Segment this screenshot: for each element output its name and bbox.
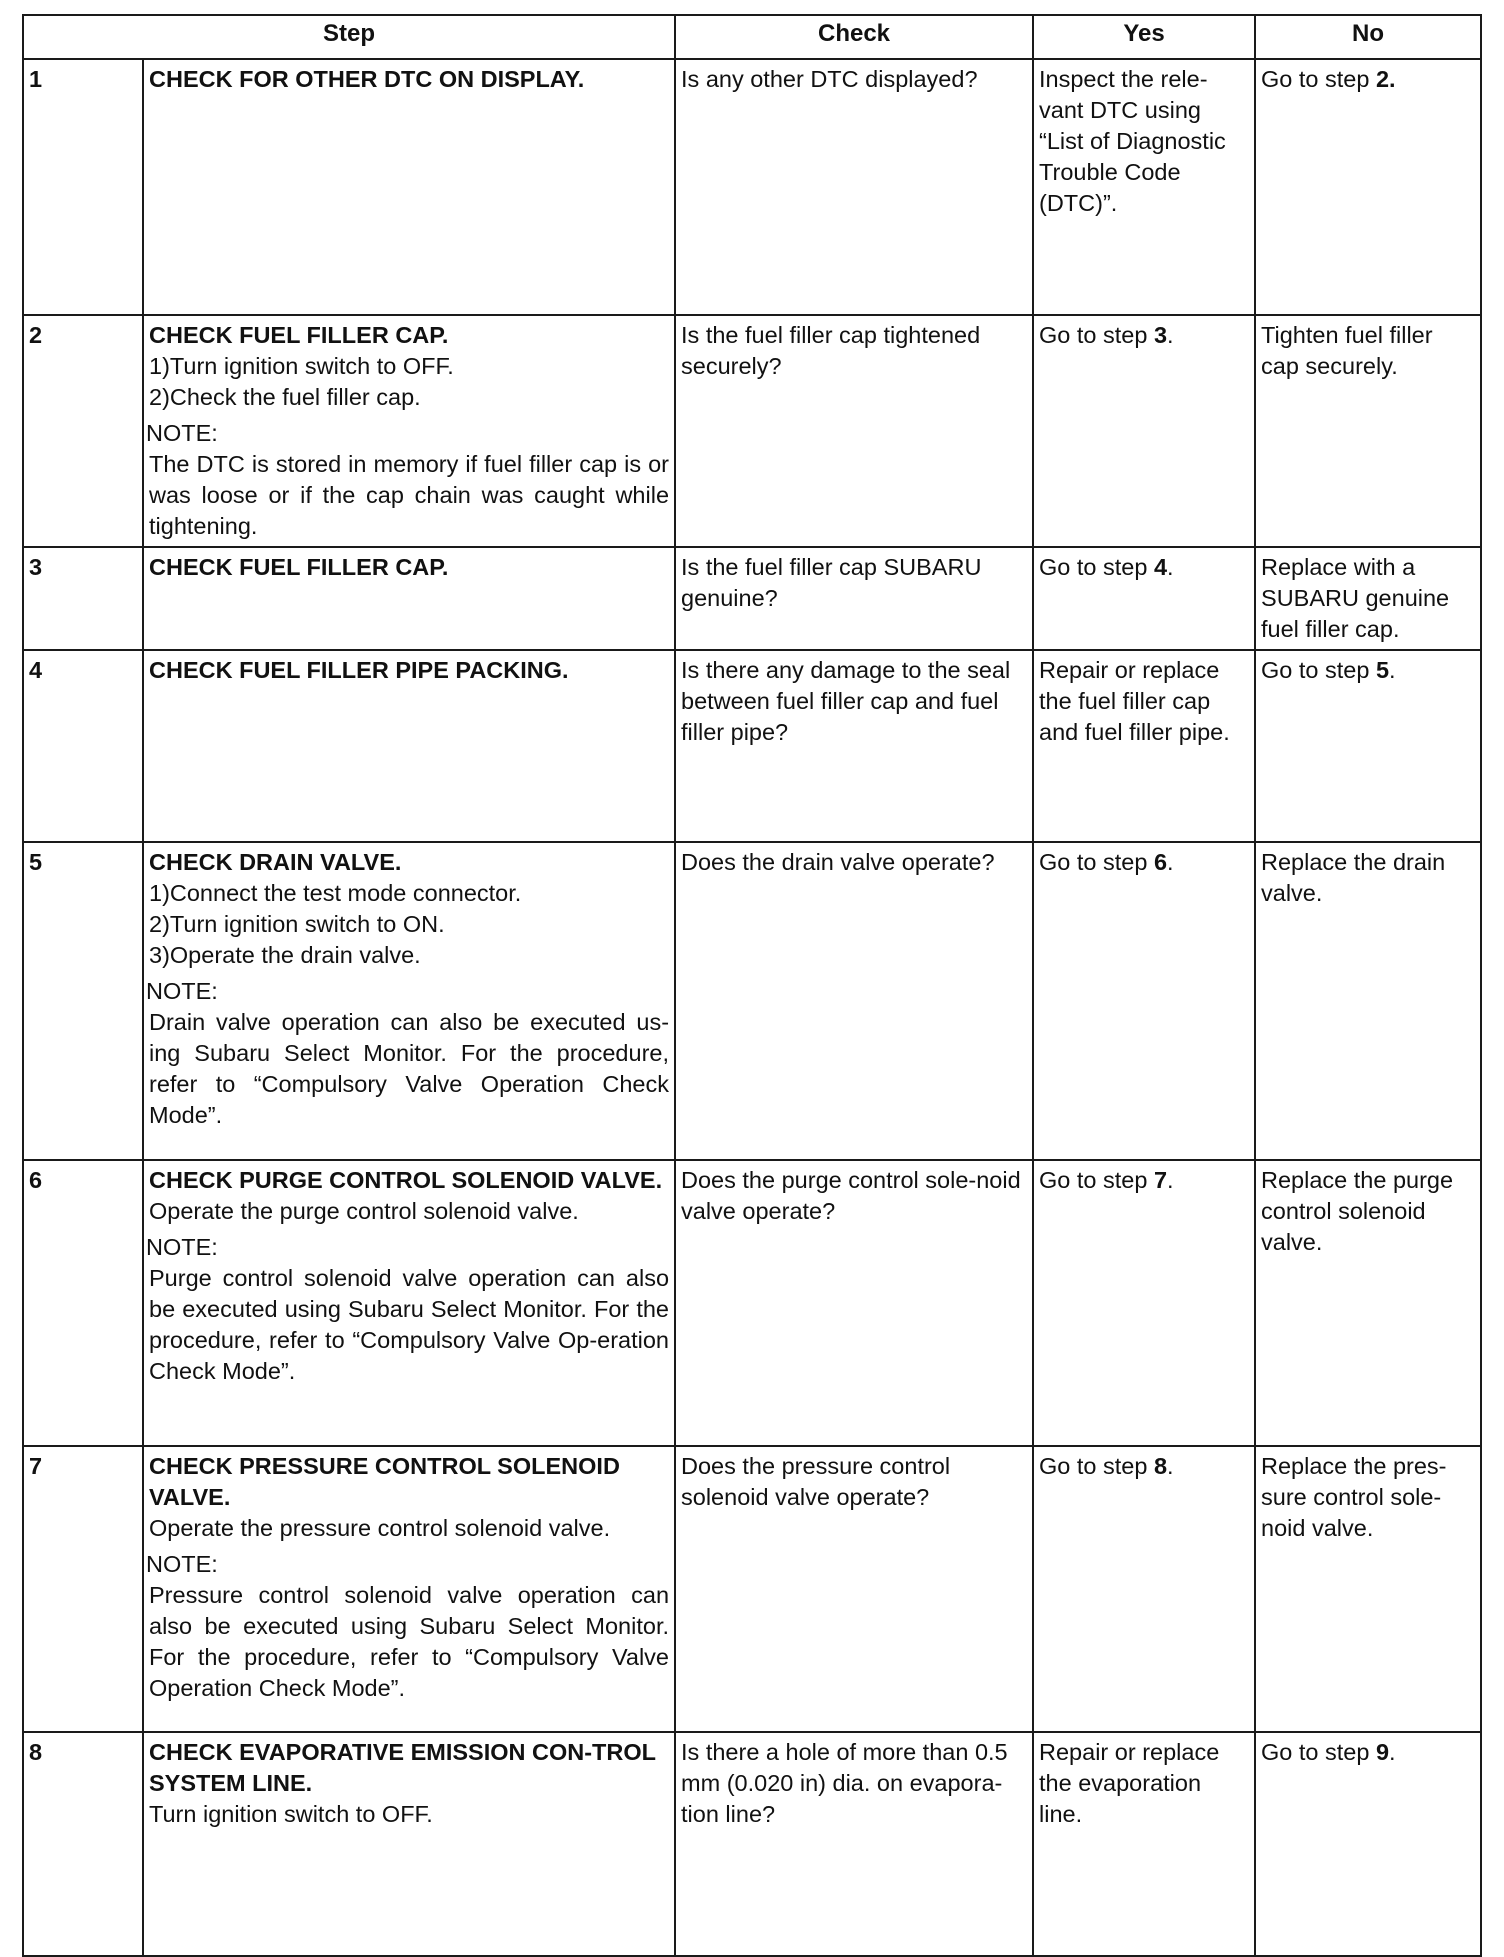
step-title: CHECK FOR OTHER DTC ON DISPLAY. <box>149 66 585 92</box>
yes-text: Go to step <box>1039 1453 1154 1479</box>
no-cell <box>1255 59 1481 315</box>
note-text: Pressure control solenoid valve operation can also be executed using Subaru Select Monitor. For the procedure, refer to “Compulsory Valve Operation Check Mode”. <box>149 1582 670 1701</box>
no-end: . <box>1389 1739 1396 1765</box>
yes-step-ref: 8 <box>1153 1453 1168 1479</box>
step-cell <box>143 1160 675 1446</box>
step-number: 4 <box>23 650 143 842</box>
check-cell: Is the fuel filler cap SUBARU genuine? <box>675 547 1033 650</box>
table-row-6 <box>23 1160 1481 1446</box>
yes-step-ref: 7 <box>1153 1167 1168 1193</box>
yes-step-ref: 6 <box>1153 849 1168 875</box>
instruction-line: 3)Operate the drain valve. <box>149 942 421 968</box>
yes-step-ref: 4 <box>1153 554 1168 580</box>
note-label: NOTE: <box>146 1551 218 1577</box>
step-title: CHECK DRAIN VALVE. <box>149 849 402 875</box>
table-row-8 <box>23 1732 1481 1956</box>
table-row-3 <box>23 547 1481 650</box>
header-yes: Yes <box>1033 15 1255 59</box>
check-cell: Does the pressure control solenoid valve operate? <box>675 1446 1033 1732</box>
check-cell: Is there any damage to the seal between fuel filler cap and fuel filler pipe? <box>675 650 1033 842</box>
no-step-ref: 5 <box>1375 657 1390 683</box>
diagnostic-table <box>22 14 1482 1957</box>
yes-text: Repair or replace the evaporation line. <box>1039 1739 1220 1827</box>
yes-end: . <box>1167 1167 1174 1193</box>
check-cell: Does the drain valve operate? <box>675 842 1033 1160</box>
note-text: Drain valve operation can also be executed us-ing Subaru Select Monitor. For the procedure, refer to “Compulsory Valve Operation Check Mode”. <box>149 1009 670 1128</box>
step-cell <box>143 650 675 842</box>
table-row-5 <box>23 842 1481 1160</box>
step-number: 6 <box>23 1160 143 1446</box>
check-cell: Is any other DTC displayed? <box>675 59 1033 315</box>
header-no: No <box>1255 15 1481 59</box>
no-step-ref: 9 <box>1375 1739 1390 1765</box>
instruction-line: 1)Turn ignition switch to OFF. <box>149 353 454 379</box>
step-number: 7 <box>23 1446 143 1732</box>
instruction-line: 1)Connect the test mode connector. <box>149 880 522 906</box>
step-cell <box>143 59 675 315</box>
yes-text: Inspect the rele-vant DTC using “List of Diagnostic Trouble Code (DTC)”. <box>1039 66 1226 216</box>
no-text: Go to step <box>1261 657 1376 683</box>
note-text: The DTC is stored in memory if fuel filler cap is or was loose or if the cap chain was caught while tightening. <box>149 451 670 539</box>
table-row-1 <box>23 59 1481 315</box>
step-instructions <box>149 1799 669 1830</box>
no-text: Replace the drain valve. <box>1261 849 1446 906</box>
yes-cell <box>1033 547 1255 650</box>
instruction-line: Operate the purge control solenoid valve. <box>149 1198 579 1224</box>
step-instructions <box>149 1196 669 1227</box>
step-instructions <box>149 1513 669 1544</box>
no-cell <box>1255 547 1481 650</box>
step-number: 1 <box>23 59 143 315</box>
table-row-4 <box>23 650 1481 842</box>
note-label: NOTE: <box>146 978 218 1004</box>
no-cell <box>1255 1160 1481 1446</box>
step-cell <box>143 547 675 650</box>
note-label: NOTE: <box>146 1234 218 1260</box>
step-number: 8 <box>23 1732 143 1956</box>
no-text: Tighten fuel filler cap securely. <box>1261 322 1433 379</box>
table-body <box>23 59 1481 1956</box>
no-end: . <box>1389 657 1396 683</box>
step-number: 3 <box>23 547 143 650</box>
yes-text: Repair or replace the fuel filler cap and fuel filler pipe. <box>1039 657 1230 745</box>
no-cell <box>1255 650 1481 842</box>
no-step-ref: 2. <box>1375 66 1396 92</box>
no-text: Replace the purge control solenoid valve. <box>1261 1167 1454 1255</box>
no-text: Go to step <box>1261 66 1376 92</box>
step-instructions <box>149 878 669 971</box>
yes-text: Go to step <box>1039 554 1154 580</box>
header-row <box>23 15 1481 59</box>
yes-cell <box>1033 650 1255 842</box>
yes-cell <box>1033 1446 1255 1732</box>
step-title: CHECK FUEL FILLER CAP. <box>149 554 449 580</box>
step-cell <box>143 842 675 1160</box>
step-cell <box>143 315 675 547</box>
check-cell: Does the purge control sole-noid valve operate? <box>675 1160 1033 1446</box>
step-title: CHECK PRESSURE CONTROL SOLENOID VALVE. <box>149 1453 620 1510</box>
yes-cell <box>1033 1732 1255 1956</box>
no-text: Replace the pres-sure control sole-noid valve. <box>1261 1453 1447 1541</box>
table-row-7 <box>23 1446 1481 1732</box>
yes-text: Go to step <box>1039 1167 1154 1193</box>
yes-text: Go to step <box>1039 322 1154 348</box>
check-cell: Is there a hole of more than 0.5 mm (0.020 in) dia. on evapora-tion line? <box>675 1732 1033 1956</box>
yes-end: . <box>1167 322 1174 348</box>
step-number: 5 <box>23 842 143 1160</box>
yes-cell <box>1033 1160 1255 1446</box>
header-step: Step <box>23 15 675 59</box>
yes-cell <box>1033 59 1255 315</box>
yes-text: Go to step <box>1039 849 1154 875</box>
step-number: 2 <box>23 315 143 547</box>
table-row-2 <box>23 315 1481 547</box>
step-cell <box>143 1446 675 1732</box>
yes-end: . <box>1167 849 1174 875</box>
yes-end: . <box>1167 1453 1174 1479</box>
instruction-line: 2)Turn ignition switch to ON. <box>149 911 445 937</box>
step-title: CHECK EVAPORATIVE EMISSION CON-TROL SYSTEM LINE. <box>149 1739 656 1796</box>
note-label: NOTE: <box>146 420 218 446</box>
yes-cell <box>1033 842 1255 1160</box>
no-cell <box>1255 842 1481 1160</box>
check-cell: Is the fuel filler cap tightened securely? <box>675 315 1033 547</box>
no-text: Replace with a SUBARU genuine fuel filler cap. <box>1261 554 1450 642</box>
step-cell <box>143 1732 675 1956</box>
no-text: Go to step <box>1261 1739 1376 1765</box>
note-text: Purge control solenoid valve operation can also be executed using Subaru Select Monitor. For the procedure, refer to “Compulsory Valve Op-eration Check Mode”. <box>149 1265 670 1384</box>
instruction-line: 2)Check the fuel filler cap. <box>149 384 421 410</box>
no-cell <box>1255 315 1481 547</box>
yes-cell <box>1033 315 1255 547</box>
yes-end: . <box>1167 554 1174 580</box>
no-cell <box>1255 1446 1481 1732</box>
instruction-line: Turn ignition switch to OFF. <box>149 1801 433 1827</box>
yes-step-ref: 3 <box>1153 322 1168 348</box>
step-title: CHECK PURGE CONTROL SOLENOID VALVE. <box>149 1167 663 1193</box>
no-cell <box>1255 1732 1481 1956</box>
instruction-line: Operate the pressure control solenoid valve. <box>149 1515 611 1541</box>
header-check: Check <box>675 15 1033 59</box>
step-title: CHECK FUEL FILLER CAP. <box>149 322 449 348</box>
step-instructions <box>149 351 669 413</box>
step-title: CHECK FUEL FILLER PIPE PACKING. <box>149 657 569 683</box>
